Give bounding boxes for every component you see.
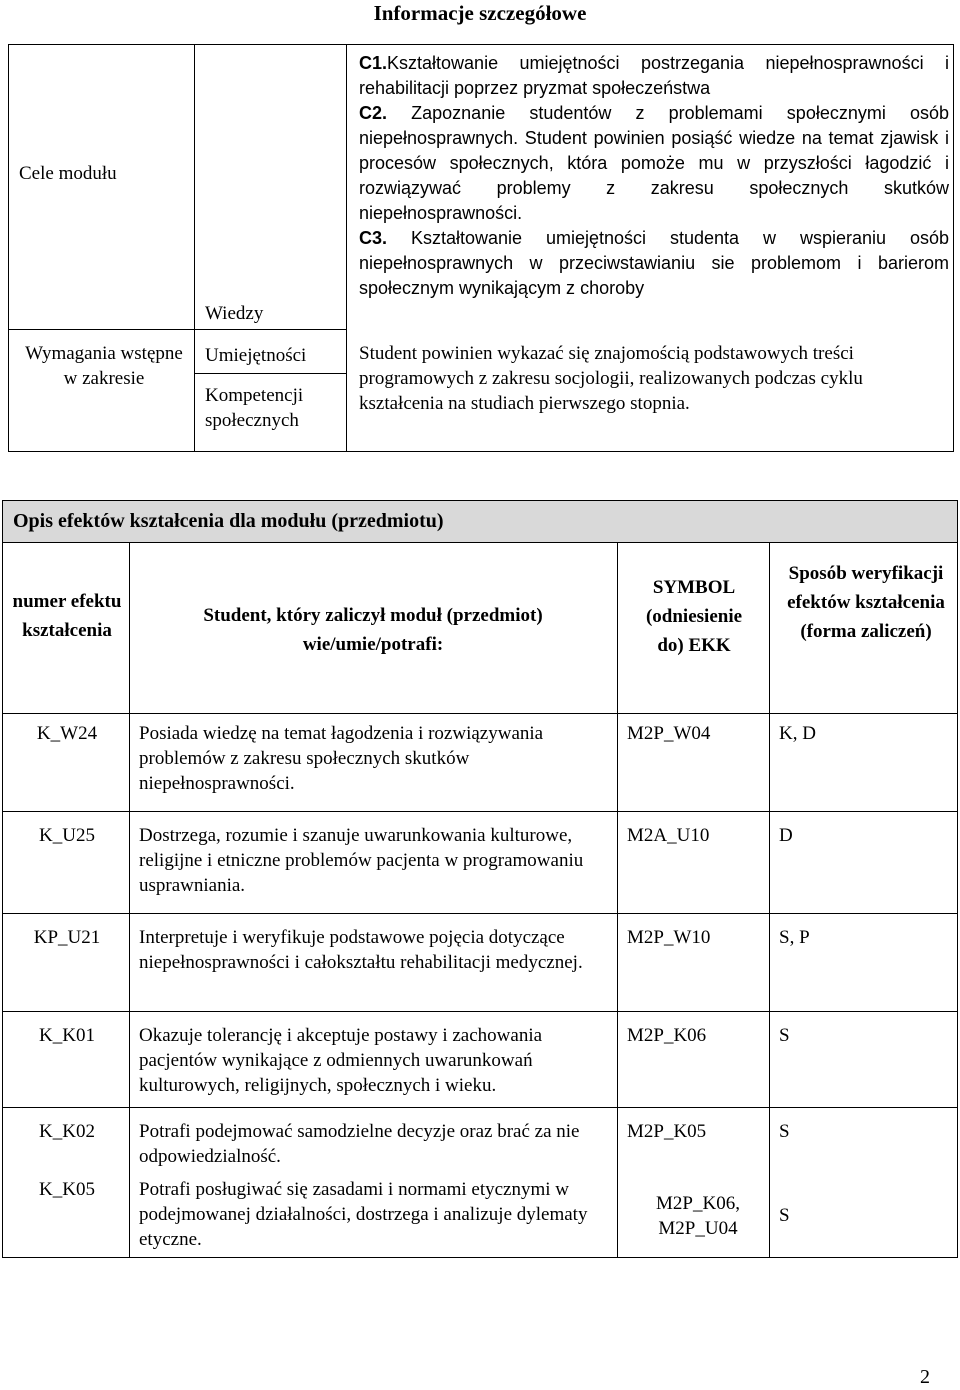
goal-paragraph: [359, 226, 949, 301]
outcome-symbol: M2A_U10: [627, 825, 710, 846]
goal-paragraph: [359, 101, 949, 226]
prereq-competences: Kompetencji społecznych: [205, 385, 304, 431]
outcome-symbol: M2P_W04: [627, 723, 711, 744]
outcome-symbol: M2P_K06: [627, 1025, 707, 1046]
outcome-verification: D: [779, 825, 793, 846]
prereq-skills: Umiejętności: [205, 345, 307, 366]
module-info-table: [8, 44, 954, 452]
divider: [3, 1011, 957, 1012]
prereq-knowledge: Wiedzy: [205, 303, 264, 324]
goal-code: C3.: [359, 228, 388, 248]
outcome-symbol: M2P_W10: [627, 927, 711, 948]
outcome-verification: S: [779, 1121, 790, 1142]
divider: [3, 913, 957, 914]
divider: [3, 713, 957, 714]
outcome-description: Dostrzega, rozumie i szanuje uwarunkowania kulturowe, religijne i etniczne problemów pacjenta w programowaniu usprawniania.: [139, 825, 584, 896]
outcome-description: Interpretuje i weryfikuje podstawowe pojęcia dotyczące niepełnosprawności i całokształtu rehabilitacji medycznej.: [139, 927, 583, 973]
divider: [3, 1107, 957, 1108]
outcome-number: KP_U21: [33, 927, 101, 948]
prerequisites-label: Wymagania wstępne w zakresie: [25, 343, 183, 389]
outcome-description: Posiada wiedzę na temat łagodzenia i rozwiązywania problemów z zakresu społecznych skutków niepełnosprawności.: [139, 723, 544, 794]
divider: [129, 543, 130, 1257]
page-heading: Informacje szczegółowe: [373, 1, 587, 25]
outcomes-title-bar: [3, 501, 957, 543]
goals-label: Cele modułu: [19, 163, 117, 184]
divider: [3, 811, 957, 812]
divider: [194, 373, 346, 374]
goal-paragraph: [359, 51, 949, 101]
outcome-symbol: M2P_K05: [627, 1121, 707, 1142]
goals-text: [359, 51, 949, 301]
outcome-verification: S, P: [779, 927, 810, 948]
goal-text: Kształtowanie umiejętności postrzegania niepełnosprawności i rehabilitacji poprzez pryzmat społeczeństwa: [359, 53, 949, 98]
goal-text: Kształtowanie umiejętności studenta w wspieraniu osób niepełnosprawnych w przeciwstawianiu sie problemom i barierom społecznym wynikającym z choroby: [359, 228, 949, 298]
outcome-verification: K, D: [779, 723, 816, 744]
prerequisites-text: Student powinien wykazać się znajomością podstawowych treści programowych z zakresu socjologii, realizowanych podczas cyklu kształcenia na studiach pierwszego stopnia.: [359, 343, 863, 414]
outcome-number: K_K02: [39, 1121, 95, 1142]
outcome-verification: S: [779, 1205, 790, 1226]
header-description: Student, który zaliczył moduł (przedmiot) wie/umie/potrafi:: [203, 605, 543, 655]
outcomes-title: Opis efektów kształcenia dla modułu (przedmiotu): [13, 510, 444, 532]
outcome-verification: S: [779, 1025, 790, 1046]
header-verification: Sposób weryfikacji efektów kształcenia (forma zaliczeń): [787, 563, 945, 642]
divider: [769, 543, 770, 1257]
outcome-description: Potrafi posługiwać się zasadami i normami etycznymi w podejmowanej działalności, dostrzega i analizuje dylematy etyczne.: [139, 1179, 588, 1250]
header-number: numer efektu kształcenia: [12, 591, 122, 641]
outcome-description: Potrafi podejmować samodzielne decyzje oraz brać za nie odpowiedzialność.: [139, 1121, 580, 1167]
outcome-number: K_K01: [39, 1025, 95, 1046]
goal-code: C1.: [359, 53, 388, 73]
divider: [9, 329, 194, 330]
divider: [346, 45, 347, 451]
divider: [194, 45, 195, 451]
divider: [194, 329, 346, 330]
goal-code: C2.: [359, 103, 388, 123]
outcome-symbol: M2P_K06, M2P_U04: [656, 1193, 740, 1239]
outcome-description: Okazuje tolerancję i akceptuje postawy i zachowania pacjentów wynikające z odmiennych uwarunkowań kulturowych, religijnych, społecznych i wieku.: [139, 1025, 543, 1096]
divider: [617, 543, 618, 1257]
header-symbol: SYMBOL (odniesienie do) EKK: [645, 577, 743, 656]
learning-outcomes-table: [2, 500, 958, 1258]
outcome-number: K_K05: [39, 1179, 95, 1200]
page-number: 2: [920, 1366, 930, 1388]
outcome-number: K_W24: [36, 723, 98, 744]
goal-text: Zapoznanie studentów z problemami społecznymi osób niepełnosprawnych. Student powinien posiąść wiedze na temat zjawisk i procesów społecznych, która pomoże mu w przyszłości łagodzić i rozwiązywać problemy z zakresu społecznych skutków niepełnosprawności.: [359, 103, 949, 223]
outcome-number: K_U25: [39, 825, 95, 846]
